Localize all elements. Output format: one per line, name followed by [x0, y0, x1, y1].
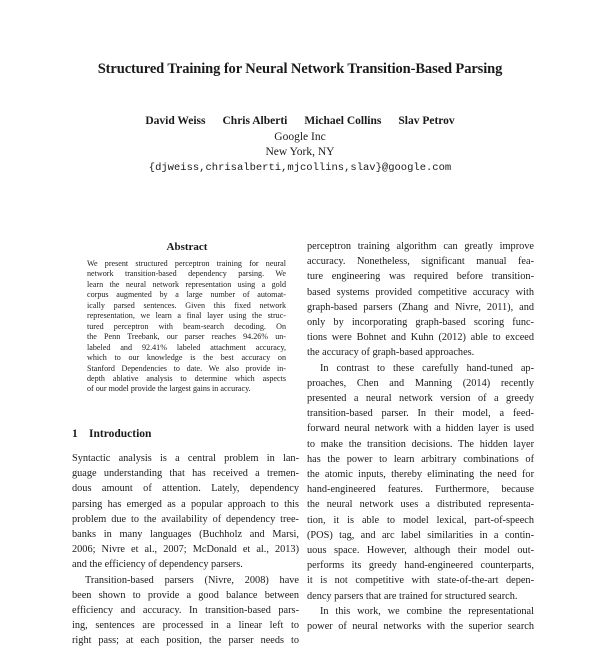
body-line: dous amount of attention. Lately, dependency: [72, 483, 299, 495]
body-line: problem due to the availability of dependency tree-: [72, 513, 299, 525]
body-line: parsing has emerged as a popular approach to this: [72, 498, 299, 510]
body-line: transition-based parser. In their model, a feed-: [307, 408, 534, 420]
abstract-line: Stanford Dependencies to date. We also provide in-: [87, 363, 286, 373]
abstract-line: corpus augmented by a large number of automat-: [87, 290, 286, 300]
abstract-line: which to our knowledge is the best accuracy on: [87, 353, 286, 363]
body-line: banks in many languages (Buchholz and Marsi,: [72, 529, 299, 541]
body-line: In contrast to these carefully hand-tuned ap-: [320, 362, 534, 374]
affiliation-location: New York, NY: [265, 146, 335, 158]
body-line: ing, sentences are processed in a linear left to: [72, 620, 299, 632]
body-line: accuracy. Nonetheless, significant manual fea-: [307, 256, 534, 268]
body-line: the accuracy of graph-based approaches.: [307, 347, 475, 359]
body-line: to make the transition decisions. The hidden layer: [307, 438, 534, 450]
body-line: right pass; at each position, the parser needs to: [72, 635, 299, 647]
body-line: Transition-based parsers (Nivre, 2008) have: [85, 574, 299, 586]
author-name: David Weiss: [145, 115, 206, 127]
body-line: forward neural network with a hidden layer is used: [307, 423, 534, 435]
body-line: ture engineering was required before transition-: [307, 271, 534, 283]
body-line: hand-engineered features. Furthermore, because: [307, 484, 534, 496]
author-list: [0, 115, 600, 127]
body-line: and the efficiency of dependency parsers.: [72, 559, 243, 571]
section-title: Introduction: [89, 428, 152, 440]
body-line: In this work, we combine the representational: [320, 605, 534, 617]
body-line: Syntactic analysis is a central problem in lan-: [72, 453, 299, 464]
abstract-line: the Penn Treebank, our parser reaches 94.26% un-: [87, 332, 286, 342]
body-line: guage understanding that has received a tremen-: [72, 468, 299, 480]
abstract-line: labeled and 92.41% labeled attachment accuracy,: [87, 342, 286, 352]
abstract-line: representation, we learn a final layer using the struc-: [87, 311, 286, 321]
body-line: perceptron training algorithm can greatly improve: [307, 241, 534, 252]
author-name: Slav Petrov: [398, 115, 455, 127]
body-line: tion, it is able to model lexical, part-of-speech: [307, 514, 534, 526]
body-line: has the power to learn arbitrary combinations of: [307, 453, 534, 465]
body-line: presented a neural network version of a greedy: [307, 393, 534, 405]
body-line: only by incorporating graph-based scoring func-: [307, 317, 534, 329]
abstract-heading: Abstract: [166, 241, 208, 253]
body-line: the atomic inputs, thereby eliminating the need for: [307, 469, 534, 481]
body-line: based systems provided competitive accuracy with: [307, 286, 534, 298]
section-number: 1: [72, 428, 78, 440]
abstract-line: of our model provide the largest gains in accuracy.: [87, 384, 251, 394]
body-line: uous space. However, although their model out-: [307, 545, 534, 557]
body-line: the neural network uses a distributed representa-: [307, 499, 534, 511]
body-line: 2006; Nivre et al., 2007; McDonald et al., 2013): [72, 544, 299, 556]
affiliation-org: Google Inc: [274, 131, 326, 143]
abstract-line: network transition-based dependency parsing. We: [87, 269, 286, 279]
body-line: dency parsers that are trained for structured search.: [307, 590, 518, 602]
body-line: (POS) tag, and arc label similarities in a contin-: [307, 529, 534, 541]
body-line: been shown to provide a good balance between: [72, 589, 299, 601]
abstract-line: tured perceptron with beam-search decoding. On: [87, 321, 286, 331]
abstract-body: [87, 259, 286, 395]
abstract-line: ically parsed sentences. Given this fixed network: [87, 300, 286, 310]
paper-title: Structured Training for Neural Network Transition-Based Parsing: [97, 61, 503, 77]
author-name: Chris Alberti: [222, 115, 288, 127]
body-line: power of neural networks with the superior search: [307, 621, 534, 633]
body-line: tions were Bohnet and Kuhn (2012) able to exceed: [307, 332, 534, 344]
body-line: it is not competitive with state-of-the-art depen-: [307, 575, 534, 587]
body-line: proaches, Chen and Manning (2014) recently: [307, 377, 534, 389]
left-column-body: [72, 451, 299, 649]
abstract-line: learn the neural network representation using a gold: [87, 279, 286, 289]
abstract-line: We present structured perceptron training for neural: [87, 259, 286, 268]
abstract-line: depth ablative analysis to determine which aspects: [87, 373, 286, 383]
section-heading: [72, 428, 151, 440]
body-line: performs its greedy hand-engineered counterparts,: [307, 560, 534, 572]
author-name: Michael Collins: [304, 115, 382, 127]
body-line: graph-based parsers (Zhang and Nivre, 2011), and: [307, 301, 534, 313]
body-line: efficiency and accuracy. In transition-based pars-: [72, 605, 299, 617]
author-emails: {djweiss,chrisalberti,mjcollins,slav}@google.com: [148, 162, 452, 174]
right-column-body: [307, 239, 534, 634]
